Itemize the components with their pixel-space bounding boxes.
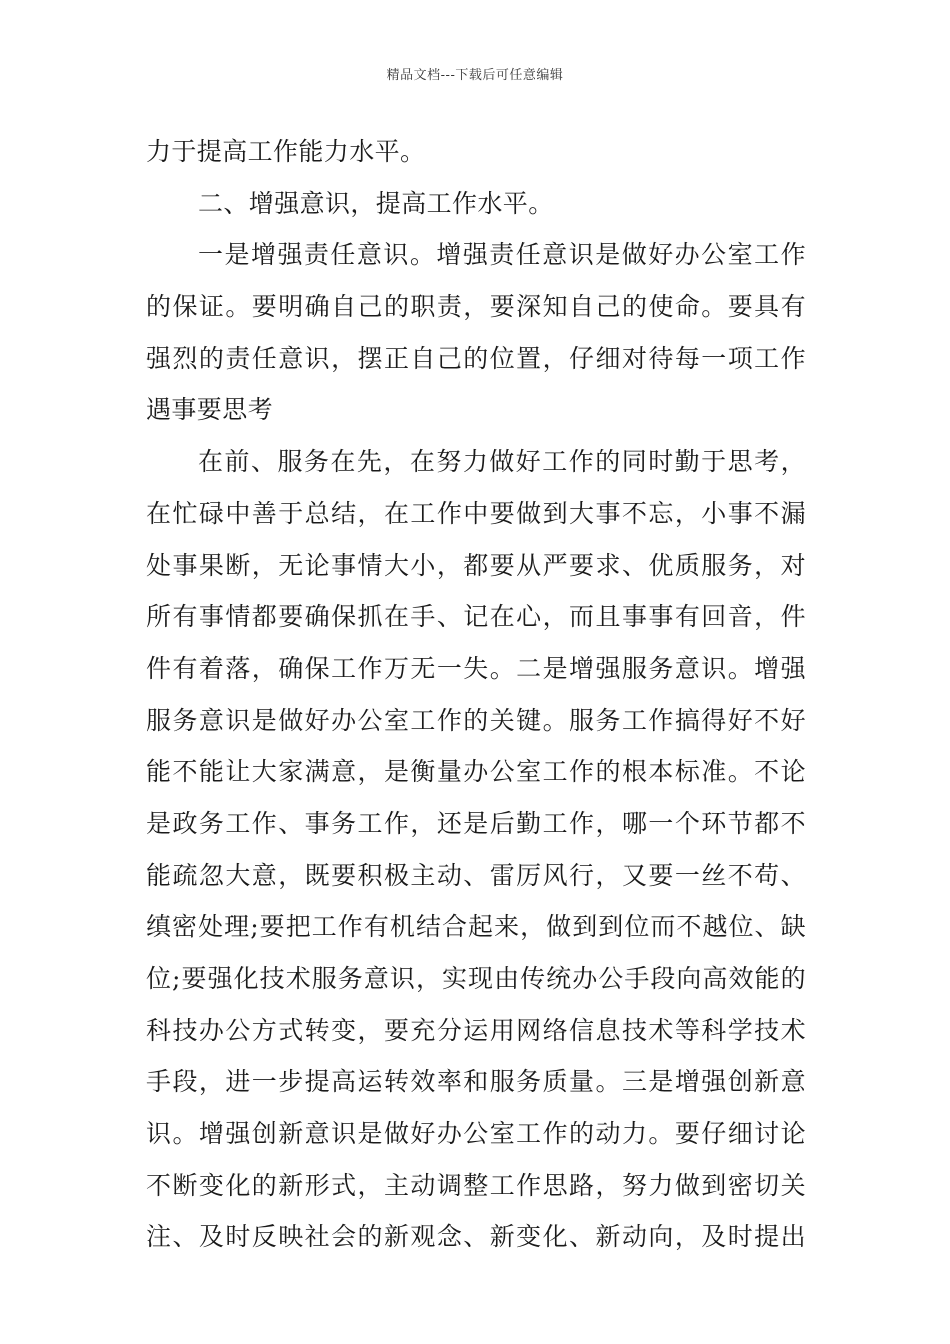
text-line: 是政务工作、事务工作，还是后勤工作，哪一个环节都不 bbox=[146, 808, 806, 838]
text-line: 件有着落，确保工作万无一失。二是增强服务意识。增强 bbox=[146, 653, 806, 683]
text-line: 服务意识是做好办公室工作的关键。服务工作搞得好不好 bbox=[146, 705, 806, 735]
section-heading: 二、增强意识，提高工作水平。 bbox=[198, 188, 554, 218]
page-header: 精品文档---下载后可任意编辑 bbox=[386, 68, 564, 83]
text-line: 位;要强化技术服务意识，实现由传统办公手段向高效能的 bbox=[146, 964, 806, 993]
text-line: 在前、服务在先，在努力做好工作的同时勤于思考， bbox=[198, 447, 806, 477]
text-line: 缜密处理;要把工作有机结合起来，做到到位而不越位、缺 bbox=[146, 912, 806, 942]
text-line: 不断变化的新形式，主动调整工作思路，努力做到密切关 bbox=[146, 1170, 806, 1200]
text-line: 所有事情都要确保抓在手、记在心，而且事事有回音，件 bbox=[146, 602, 806, 632]
text-line: 手段，进一步提高运转效率和服务质量。三是增强创新意 bbox=[146, 1067, 806, 1097]
text-line: 遇事要思考 bbox=[146, 395, 274, 425]
text-line: 在忙碌中善于总结，在工作中要做到大事不忘，小事不漏 bbox=[146, 498, 806, 528]
text-line: 识。增强创新意识是做好办公室工作的动力。要仔细讨论 bbox=[146, 1119, 806, 1149]
text-line: 科技办公方式转变，要充分运用网络信息技术等科学技术 bbox=[146, 1015, 806, 1045]
text-line: 的保证。要明确自己的职责，要深知自己的使命。要具有 bbox=[146, 292, 806, 322]
text-line: 一是增强责任意识。增强责任意识是做好办公室工作 bbox=[198, 240, 806, 270]
text-line: 注、及时反映社会的新观念、新变化、新动向，及时提出 bbox=[146, 1222, 806, 1252]
text-line: 能不能让大家满意，是衡量办公室工作的根本标准。不论 bbox=[146, 757, 806, 787]
text-line: 强烈的责任意识，摆正自己的位置，仔细对待每一项工作 bbox=[146, 343, 806, 373]
document-body bbox=[146, 126, 806, 1263]
text-line: 能疏忽大意，既要积极主动、雷厉风行，又要一丝不苟、 bbox=[146, 860, 806, 890]
text-line: 力于提高工作能力水平。 bbox=[146, 137, 426, 166]
text-line: 处事果断，无论事情大小，都要从严要求、优质服务，对 bbox=[146, 550, 806, 580]
